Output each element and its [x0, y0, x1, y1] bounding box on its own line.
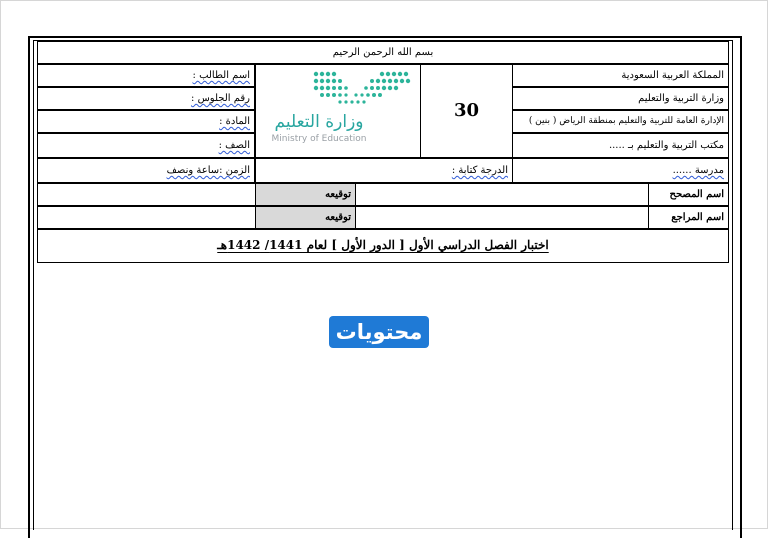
- logo-text-ar: وزارة التعليم: [274, 112, 364, 132]
- school-text: مدرسة ......: [672, 165, 724, 176]
- corrector-label: اسم المصحح: [669, 189, 724, 200]
- signature1-label: توقيعه: [325, 189, 351, 200]
- signature1-field[interactable]: [37, 183, 256, 206]
- grade-cell[interactable]: [37, 133, 255, 158]
- grade-written-label: الدرجة كتابة :: [451, 165, 508, 176]
- corrector-label-cell: [648, 183, 729, 206]
- watermark-badge: [329, 316, 429, 348]
- student-name-label: اسم الطالب :: [192, 70, 250, 81]
- score-cell: [420, 64, 513, 158]
- admin-text: الإدارة العامة للتربية والتعليم بمنطقة الرياض ( بنين ): [528, 115, 724, 126]
- kingdom-cell: [512, 64, 729, 87]
- time-label: الزمن :ساعة ونصف: [166, 165, 250, 176]
- score-value: 30: [453, 100, 480, 122]
- signature2-label-cell: [255, 206, 356, 229]
- exam-title: اختبار الفصل الدراسي الأول [ الدور الأول ] لعام 1441/ 1442هـ: [217, 238, 549, 253]
- ministry-text: وزارة التربية والتعليم: [638, 93, 724, 104]
- watermark-text: محتويات: [335, 320, 423, 344]
- subject-label: المادة :: [219, 116, 250, 127]
- basmala-cell: [37, 41, 729, 64]
- basmala: بسم الله الرحمن الرحيم: [332, 47, 434, 58]
- ministry-logo-icon: [312, 70, 412, 106]
- seat-number-label: رقم الجلوس :: [191, 93, 250, 104]
- office-text: مكتب التربية والتعليم بـ .....: [608, 140, 724, 151]
- grade-label: الصف :: [218, 140, 250, 151]
- ministry-logo-text: [264, 112, 374, 146]
- subject-cell[interactable]: [37, 110, 255, 133]
- office-cell: [512, 133, 729, 158]
- student-name-cell[interactable]: [37, 64, 255, 87]
- seat-number-cell[interactable]: [37, 87, 255, 110]
- logo-text-en: Ministry of Education: [271, 134, 367, 144]
- reviewer-name-field[interactable]: [355, 206, 649, 229]
- time-cell: [37, 158, 255, 183]
- exam-title-cell: [37, 229, 729, 263]
- kingdom-text: المملكة العربية السعودية: [621, 70, 724, 81]
- grade-written-cell[interactable]: [255, 158, 513, 183]
- school-cell: [512, 158, 729, 183]
- signature2-field[interactable]: [37, 206, 256, 229]
- signature2-label: توقيعه: [325, 212, 351, 223]
- reviewer-label-cell: [648, 206, 729, 229]
- ministry-cell: [512, 87, 729, 110]
- admin-cell: [512, 110, 729, 133]
- reviewer-label: اسم المراجع: [671, 212, 724, 223]
- signature1-label-cell: [255, 183, 356, 206]
- corrector-name-field[interactable]: [355, 183, 649, 206]
